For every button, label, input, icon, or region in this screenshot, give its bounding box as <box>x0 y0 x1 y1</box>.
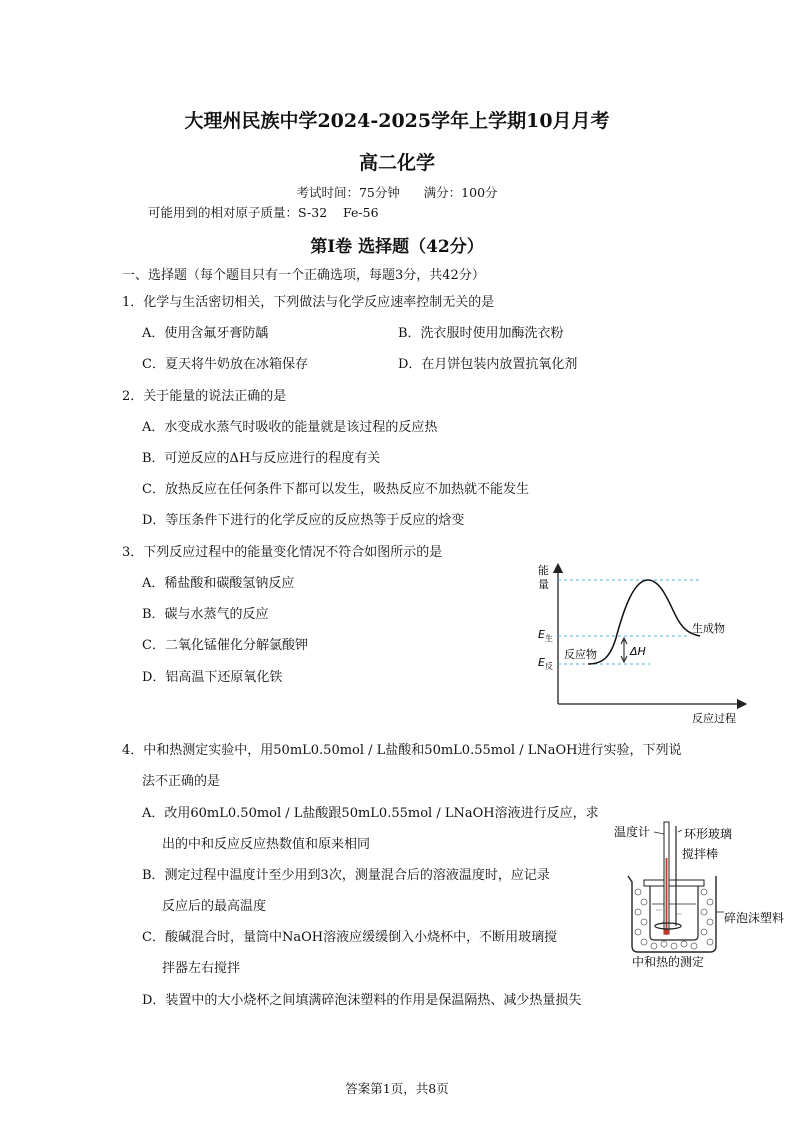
q2-option-a: A．水变成水蒸气时吸收的能量就是该过程的反应热 <box>142 420 438 435</box>
inner-beaker <box>650 886 698 940</box>
q3-option-b: B．碳与水蒸气的反应 <box>142 607 269 622</box>
exam-title: 大理州民族中学2024-2025学年上学期10月月考 <box>184 110 610 132</box>
q1-stem: 1．化学与生活密切相关，下列做法与化学反应速率控制无关的是 <box>122 295 495 310</box>
subject-title: 高二化学 <box>358 152 435 174</box>
y-axis-label-1: 能 <box>538 564 549 577</box>
exam-info: 考试时间：75分钟 满分：100分 <box>296 185 498 200</box>
q4-option-b-line2: 反应后的最高温度 <box>162 899 267 914</box>
thermometer <box>664 822 670 935</box>
q2-option-c: C．放热反应在任何条件下都可以发生，吸热反应不加热就不能发生 <box>142 482 529 497</box>
atomic-masses: 可能用到的相对原子质量：S-32 Fe-56 <box>148 205 379 220</box>
stirrer-label-1: 环形玻璃 <box>684 827 733 841</box>
q4-stem-line1: 4．中和热测定实验中，用50mL0.50mol / L盐酸和50mL0.55mol / LNaOH进行实验，下列说 <box>122 743 682 758</box>
q4-stem-line2: 法不正确的是 <box>142 774 221 789</box>
q4-option-d: D．装置中的大小烧杯之间填满碎泡沫塑料的作用是保温隔热、减少热量损失 <box>142 993 582 1008</box>
delta-h-label: ΔH <box>630 645 646 658</box>
energy-diagram <box>530 558 758 728</box>
section-description: 一、选择题（每个题目只有一个正确选项，每题3分，共42分） <box>122 268 485 283</box>
q3-option-d: D．铝高温下还原氧化铁 <box>142 670 283 685</box>
e-reactant-label: $E_反$ <box>538 656 553 671</box>
q1-option-b: B．洗衣服时使用加酶洗衣粉 <box>398 326 564 341</box>
q4-option-c-line1: C．酸碱混合时，量筒中NaOH溶液应缓缓倒入小烧杯中，不断用玻璃搅 <box>142 930 558 945</box>
q1-option-c: C．夏天将牛奶放在冰箱保存 <box>142 357 308 372</box>
part1-title: 第Ⅰ卷 选择题（42分） <box>310 237 484 257</box>
product-label: 生成物 <box>692 622 725 635</box>
q2-option-b: B．可逆反应的ΔH与反应进行的程度有关 <box>142 451 381 466</box>
q4-option-a-line2: 出的中和反应反应热数值和原来相同 <box>162 837 371 852</box>
e-product-label: $E_生$ <box>538 628 553 643</box>
q1-option-a: A．使用含氟牙膏防龋 <box>142 326 269 341</box>
calorimeter-diagram <box>606 818 786 970</box>
q4-option-b-line1: B．测定过程中温度计至少用到3次，测量混合后的溶液温度时，应记录 <box>142 868 550 883</box>
q1-option-d: D．在月饼包装内放置抗氧化剂 <box>398 357 578 372</box>
reactant-label: 反应物 <box>564 648 597 661</box>
x-axis-label: 反应过程 <box>692 712 736 725</box>
foam-label: 碎泡沫塑料 <box>724 911 785 925</box>
q3-option-c: C．二氧化锰催化分解氯酸钾 <box>142 638 308 653</box>
q4-option-a-line1: A．改用60mL0.50mol / L盐酸跟50mL0.55mol / LNaOH溶液进行反应，求 <box>142 806 599 821</box>
page-footer: 答案第1页，共8页 <box>345 1081 449 1096</box>
q3-option-a: A．稀盐酸和碳酸氢钠反应 <box>142 576 295 591</box>
stirrer-label-2: 搅拌棒 <box>682 847 719 861</box>
q2-stem: 2．关于能量的说法正确的是 <box>122 389 287 404</box>
q3-stem: 3．下列反应过程中的能量变化情况不符合如图所示的是 <box>122 545 443 560</box>
apparatus-caption: 中和热的测定 <box>632 955 705 969</box>
q2-option-d: D．等压条件下进行的化学反应的反应热等于反应的焓变 <box>142 513 465 528</box>
q4-option-c-line2: 拌器左右搅拌 <box>162 961 241 976</box>
lid <box>644 880 704 886</box>
thermometer-label: 温度计 <box>614 825 651 839</box>
y-axis-label-2: 量 <box>538 578 549 591</box>
